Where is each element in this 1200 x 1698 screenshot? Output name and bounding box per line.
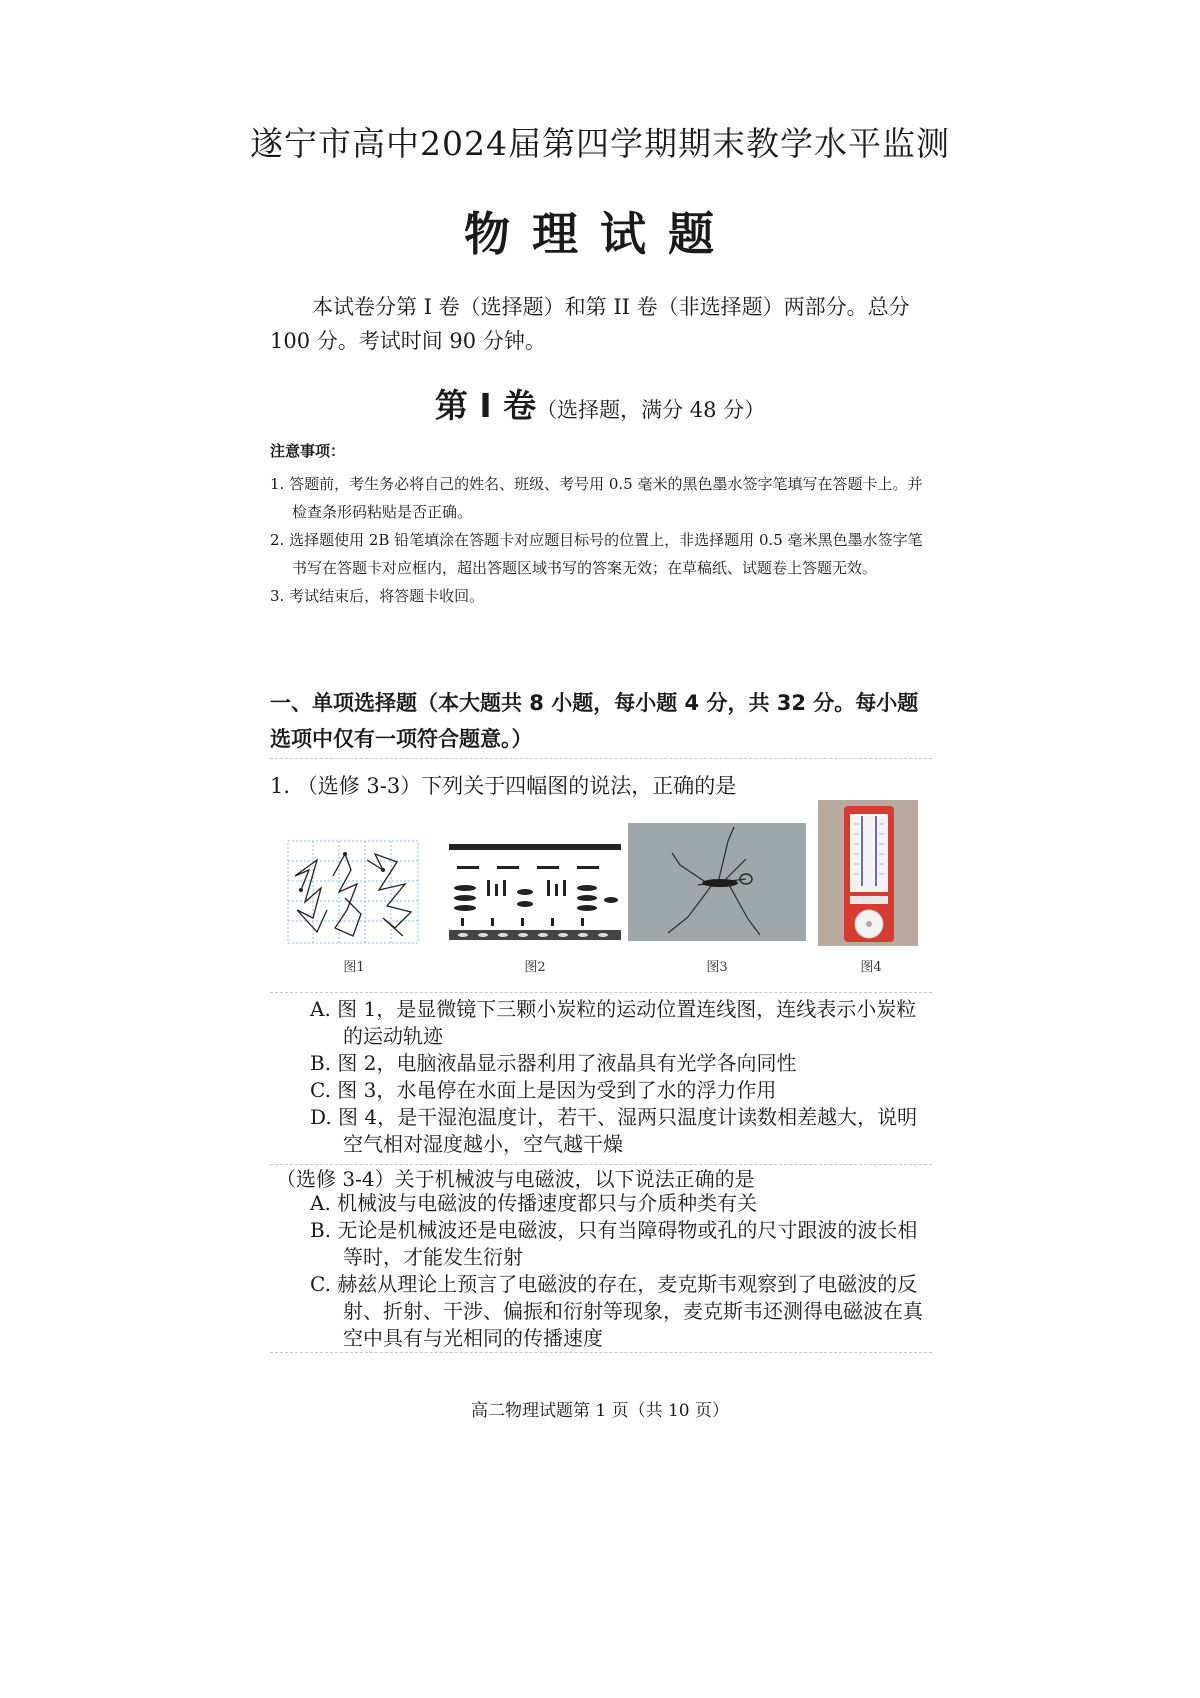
question1b-stem: （选修 3-4）关于机械波与电磁波，以下说法正确的是 [276,1167,755,1191]
figure-2 [447,842,623,946]
exam-title: 遂宁市高中2024届第四学期期末教学水平监测 [250,124,950,163]
figure-2-caption: 图2 [524,960,546,975]
question1-stem: 1. （选修 3-3）下列关于四幅图的说法，正确的是 [270,774,737,798]
section-title: 一、单项选择题（本大题共 8 小题，每小题 4 分，共 32 分。每小题选项中仅有一项符合题意。） [270,691,919,751]
figure-1-caption: 图1 [343,960,365,975]
volume-label: 第 Ⅰ 卷 [434,386,537,425]
figure-3-caption: 图3 [706,960,728,975]
figure-1 [287,840,419,948]
volume-heading [0,380,1200,427]
volume-note: （选择题，满分 48 分） [536,398,766,422]
question-border-bottom [270,1352,932,1353]
question1-option-b: B. 图 2，电脑液晶显示器利用了液晶具有光学各向同性 [310,1051,797,1075]
notice-list [270,470,932,610]
notice-item: 3. 考试结束后，将答题卡收回。 [270,587,485,605]
exam-intro: 本试卷分第 I 卷（选择题）和第 II 卷（非选择题）两部分。总分 100 分。考试时间 90 分钟。 [270,295,910,353]
question1-options [310,996,935,1158]
question1b-option-c: C. 赫兹从理论上预言了电磁波的存在，麦克斯韦观察到了电磁波的反射、折射、干涉、偏振和衍射等现象，麦克斯韦还测得电磁波在真空中具有与光相同的传播速度 [310,1272,923,1350]
figure-border-bottom [270,992,932,993]
water-strider-photo [628,823,806,941]
notice-heading: 注意事项： [270,442,346,460]
page-footer: 高二物理试题第 1 页（共 10 页） [470,1401,730,1421]
question1b-option-a: A. 机械波与电磁波的传播速度都只与介质种类有关 [310,1191,758,1215]
question1-option-d: D. 图 4，是干湿泡温度计，若干、湿两只温度计读数相差越大，说明空气相对湿度越小，空气越干燥 [310,1105,918,1156]
liquid-crystal-diagram [447,842,623,942]
question1b-options [310,1190,935,1352]
notice-item: 1. 答题前，考生务必将自己的姓名、班级、考号用 0.5 毫米的黑色墨水签字笔填写在答题卡上。并检查条形码粘贴是否正确。 [270,475,923,521]
brownian-motion-diagram [287,840,419,944]
figure-4-caption: 图4 [860,960,882,975]
figure-3 [628,823,806,945]
question1b-option-b: B. 无论是机械波还是电磁波，只有当障碍物或孔的尺寸跟波的波长相等时，才能发生衍射 [310,1218,918,1269]
question-border-top [270,758,932,759]
figure-4 [818,800,918,950]
hygrometer-photo [818,800,918,946]
subject-title: 物理试题 [464,207,736,261]
notice-item: 2. 选择题使用 2B 铅笔填涂在答题卡对应题目标号的位置上，非选择题用 0.5 毫米黑色墨水签字笔书写在答题卡对应框内，超出答题区域书写的答案无效；在草稿纸、试题卷上答题无效。 [270,531,923,577]
question1-option-a: A. 图 1，是显微镜下三颗小炭粒的运动位置连线图，连线表示小炭粒的运动轨迹 [310,997,917,1048]
question1-option-c: C. 图 3，水黾停在水面上是因为受到了水的浮力作用 [310,1078,777,1102]
